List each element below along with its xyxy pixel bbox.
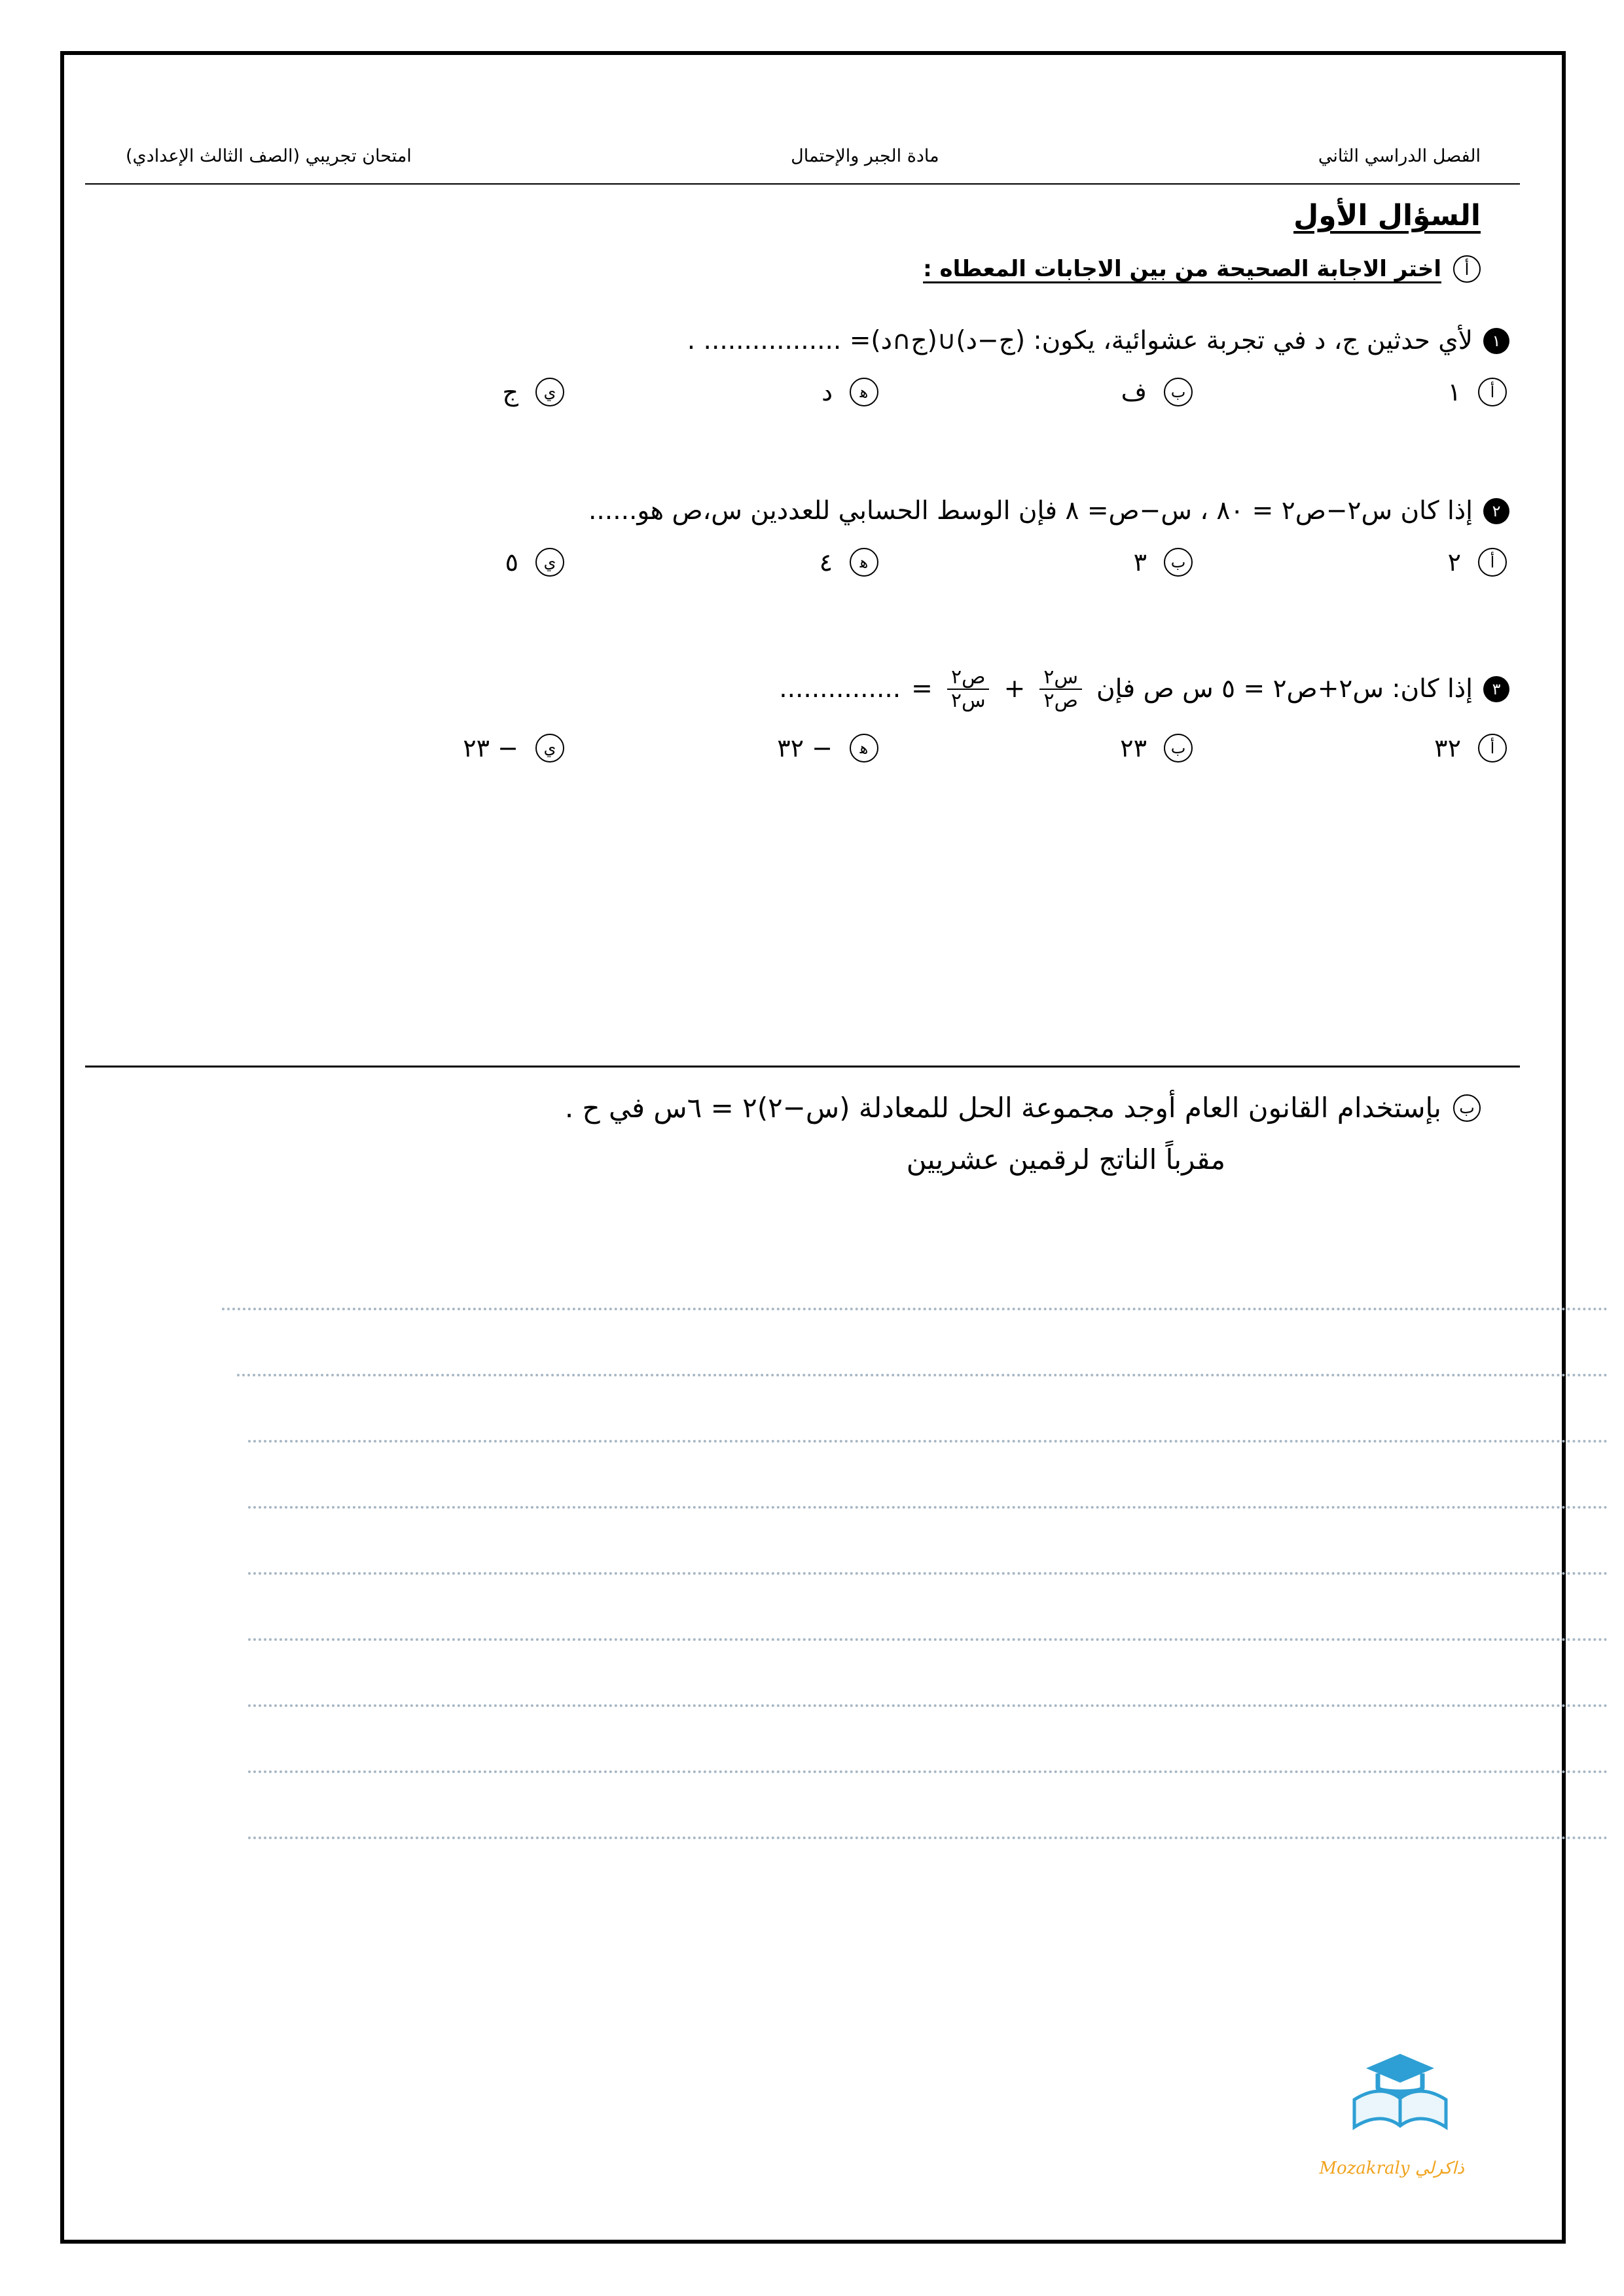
choice-marker: ﻫ <box>850 734 878 762</box>
answer-line[interactable] <box>248 1837 1608 1839</box>
question-2-choice-2[interactable] <box>878 548 1193 577</box>
question-3-choice-2[interactable] <box>878 734 1193 762</box>
site-logo <box>1320 2042 1484 2179</box>
choice-marker: ي <box>535 378 564 406</box>
page-header <box>80 136 1507 175</box>
question-3-choice-1[interactable] <box>1193 734 1507 762</box>
choice-marker: ب <box>1164 548 1193 577</box>
choice-text: − ٢٣ <box>463 734 518 763</box>
answer-line[interactable] <box>248 1638 1608 1641</box>
choice-marker: أ <box>1478 378 1507 406</box>
equals-operator: = <box>911 674 933 704</box>
question-3-choice-4[interactable] <box>250 734 564 762</box>
answer-line[interactable] <box>222 1308 1608 1310</box>
choice-text: ف <box>1121 378 1147 406</box>
question-1 <box>119 326 1546 406</box>
fraction-2-denominator: س٢ <box>950 689 986 712</box>
fraction-1 <box>1039 666 1082 711</box>
choice-marker: ﻫ <box>850 548 878 577</box>
answer-line[interactable] <box>248 1704 1608 1707</box>
question-2-choice-1[interactable] <box>1193 548 1507 577</box>
choice-text: ٣ <box>1133 548 1147 577</box>
answer-line[interactable] <box>237 1374 1608 1376</box>
question-1-choice-1[interactable] <box>1193 378 1507 406</box>
choice-marker: ﻫ <box>850 378 878 406</box>
answer-line[interactable] <box>248 1572 1608 1575</box>
choice-marker: ب <box>1164 378 1193 406</box>
section-b-question: بإستخدام القانون العام أوجد مجموعة الحل للمعادلة (س−٢)٢ = ٦س في ح . <box>564 1092 1441 1124</box>
page-title: السؤال الأول <box>1293 199 1481 232</box>
section-a-instruction: اختر الاجابة الصحيحة من بين الاجابات المعطاه : <box>923 256 1441 282</box>
question-3-number: ٣ <box>1483 676 1509 702</box>
section-b <box>119 1092 1481 1175</box>
answer-line[interactable] <box>248 1440 1608 1443</box>
choice-text: ٥ <box>505 548 518 577</box>
plus-operator: + <box>1003 674 1026 704</box>
choice-marker: أ <box>1478 734 1507 762</box>
choice-marker: ي <box>535 734 564 762</box>
answer-dots: ............... <box>779 674 901 704</box>
fraction-1-numerator: س٢ <box>1039 666 1082 690</box>
choice-marker: ب <box>1164 734 1193 762</box>
section-a-marker: أ <box>1453 255 1481 283</box>
section-divider-top <box>85 1066 1520 1067</box>
question-2-number: ٢ <box>1483 498 1509 524</box>
header-exam-title: امتحان تجريبي (الصف الثالث الإعدادي) <box>126 145 412 166</box>
choice-text: ٣٢ <box>1434 734 1461 763</box>
header-subject: مادة الجبر والإحتمال <box>791 145 939 166</box>
question-3-choice-3[interactable] <box>564 734 878 762</box>
choice-text: ج <box>502 378 518 406</box>
question-2-choice-4[interactable] <box>250 548 564 577</box>
question-2-choice-3[interactable] <box>564 548 878 577</box>
choice-text: د <box>821 378 833 406</box>
question-1-choice-3[interactable] <box>564 378 878 406</box>
fraction-2 <box>947 666 990 711</box>
answer-line[interactable] <box>248 1506 1608 1509</box>
question-2 <box>119 496 1546 577</box>
question-3 <box>119 666 1546 762</box>
question-2-choices <box>119 548 1546 577</box>
choice-text: ٤ <box>819 548 833 577</box>
question-2-stem: إذا كان س٢−ص٢ = ٨٠ ، س−ص= ٨ فإن الوسط الحسابي للعددين س،ص هو...... <box>588 496 1473 526</box>
question-1-choices <box>119 378 1546 406</box>
page-content <box>80 71 1546 2224</box>
fraction-2-numerator: ص٢ <box>947 666 989 690</box>
choice-text: − ٣٢ <box>777 734 833 763</box>
answer-line[interactable] <box>248 1770 1608 1773</box>
choice-text: ٢ <box>1447 548 1461 577</box>
question-1-choice-4[interactable] <box>250 378 564 406</box>
question-3-stem-head: إذا كان: س٢+ص٢ = ٥ س ص فإن <box>1096 674 1473 704</box>
choice-text: ٢٣ <box>1120 734 1147 763</box>
question-1-number: ١ <box>1483 328 1509 354</box>
graduation-book-icon <box>1348 2042 1453 2140</box>
question-1-stem: لأي حدثين ج، د في تجربة عشوائية، يكون: (ج−د)∪(ج∩د)= ................. . <box>687 326 1473 355</box>
answer-area[interactable] <box>221 1308 1608 1903</box>
logo-text: ذاكرلي Mozakraly <box>1319 2159 1464 2178</box>
choice-marker: أ <box>1478 548 1507 577</box>
header-term: الفصل الدراسي الثاني <box>1318 145 1481 166</box>
choice-marker: ي <box>535 548 564 577</box>
fraction-1-denominator: ص٢ <box>1043 689 1078 712</box>
question-1-choice-2[interactable] <box>878 378 1193 406</box>
header-divider <box>85 183 1520 185</box>
question-3-choices <box>119 734 1546 762</box>
section-a-heading <box>923 255 1481 283</box>
choice-text: ١ <box>1447 378 1461 406</box>
section-b-marker: ب <box>1453 1094 1481 1122</box>
section-b-subnote: مقرباً الناتج لرقمين عشريين <box>906 1143 1225 1175</box>
